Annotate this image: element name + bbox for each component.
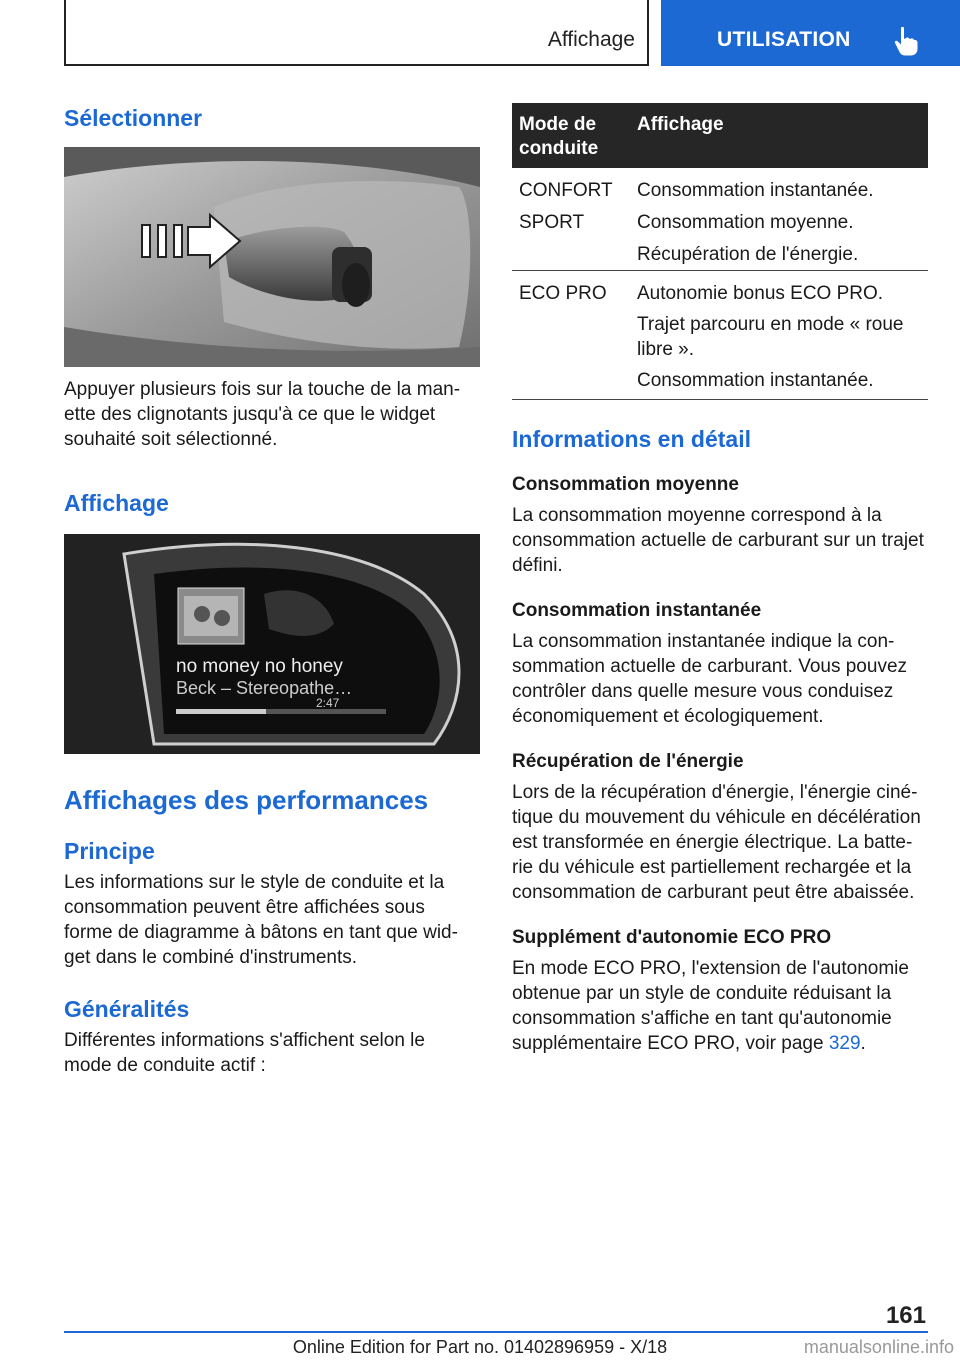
detail-text: La consommation instantanée indique la con- sommation actuelle de carburant. Vous pouvez contrôler dans quelle mesure vous conduisez économiquement et écologiquement. — [512, 631, 908, 727]
detail-text: En mode ECO PRO, l'extension de l'autonomie obtenue par un style de conduite réduisant la consommation s'affiche en tant qu'autonomie supplémentaire ECO PRO, voir page — [512, 958, 909, 1054]
general-heading: Généralités — [64, 996, 190, 1022]
select-instructions: Appuyer plusieurs fois sur la touche de la man- ette des clignotants jusqu'à ce que le widget souhaité soit sélectionné. — [64, 379, 461, 450]
edition-text: Online Edition for Part no. 01402896959 - X/18 — [292, 1337, 668, 1357]
instrument-cluster-graphic — [64, 534, 480, 754]
watermark: manualsonline.info — [803, 1337, 954, 1357]
display-heading: Affichage — [64, 490, 169, 516]
artist-name: Beck – Stereopathe… — [176, 678, 353, 698]
display-cell: Consommation moyenne. — [637, 212, 854, 233]
song-title: no money no honey — [176, 656, 343, 677]
mode-cell: CONFORT — [519, 180, 613, 201]
track-time: 2:47 — [316, 696, 340, 710]
details-heading: Informations en détail — [512, 426, 751, 452]
cluster-screen-image — [64, 534, 480, 754]
principle-text: Les informations sur le style de conduite et la consommation peuvent être affichées sous forme de diagramme à bâtons en tant que wid- get dans le combiné d'instruments. — [64, 872, 458, 968]
display-cell: Consommation instantanée. — [637, 370, 874, 391]
detail-text-block — [512, 956, 928, 1056]
display-cell: Récupération de l'énergie. — [637, 244, 859, 265]
detail-text-end: . — [860, 1033, 866, 1054]
turn-signal-stalk-image — [64, 147, 480, 367]
detail-title: Consommation moyenne — [512, 474, 739, 495]
drive-mode-table — [512, 103, 928, 400]
detail-title: Récupération de l'énergie — [512, 751, 744, 772]
detail-text: Lors de la récupération d'énergie, l'énergie ciné- tique du mouvement du véhicule en décélération est transformée en énergie électrique. La batte- rie du véhicule est partiellement rechargée et la consommation de carburant peut être abaissée. — [512, 782, 921, 903]
performance-heading: Affichages des performances — [64, 785, 429, 815]
display-cell: Autonomie bonus ECO PRO. — [637, 283, 884, 304]
display-cell: Trajet parcouru en mode « roue libre ». — [637, 314, 904, 360]
detail-text: La consommation moyenne correspond à la consommation actuelle de carburant sur un trajet défini. — [512, 505, 924, 576]
detail-title: Consommation instantanée — [512, 600, 762, 621]
mode-cell: ECO PRO — [519, 283, 607, 304]
select-heading: Sélectionner — [64, 105, 203, 131]
chapter-label: UTILISATION — [717, 28, 851, 51]
page-link[interactable]: 329 — [828, 1033, 861, 1054]
table-row — [512, 168, 928, 271]
section-title: Affichage — [547, 28, 635, 51]
display-cell: Consommation instantanée. — [637, 180, 874, 201]
col-header-display: Affichage — [637, 114, 724, 135]
table-header — [512, 103, 928, 168]
page-number: 161 — [885, 1302, 926, 1329]
detail-title: Supplément d'autonomie ECO PRO — [512, 927, 832, 948]
principle-heading: Principe — [64, 838, 155, 864]
hand-pointer-icon — [893, 26, 919, 56]
chapter-tab[interactable] — [661, 0, 960, 66]
header-box — [64, 0, 649, 66]
mode-cell: SPORT — [519, 212, 585, 233]
general-text: Différentes informations s'affichent selon le mode de conduite actif : — [64, 1030, 425, 1076]
table-row — [512, 271, 928, 400]
col-header-mode: Mode de conduite — [519, 114, 599, 159]
footer-divider — [64, 1331, 928, 1333]
stalk-illustration — [64, 147, 480, 367]
